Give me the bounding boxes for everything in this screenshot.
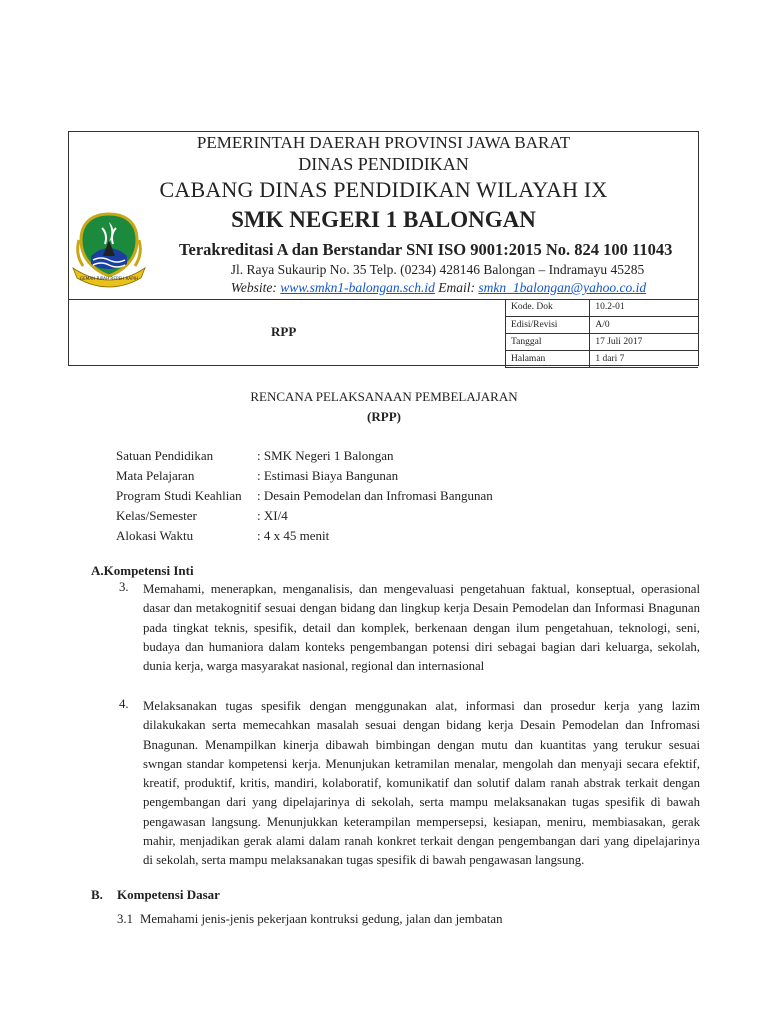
doc-info-value: 1 dari 7: [590, 350, 698, 367]
email-label: Email:: [438, 280, 476, 295]
table-row: [506, 333, 699, 350]
identity-value: : Estimasi Biaya Bangunan: [257, 468, 399, 483]
school-name: SMK NEGERI 1 BALONGAN: [231, 207, 536, 232]
doc-info-value: 17 Juli 2017: [590, 333, 698, 350]
document-title: RENCANA PELAKSANAAN PEMBELAJARAN: [250, 389, 518, 404]
doc-info-value: A/0: [590, 316, 698, 333]
section-heading: A.Kompetensi Inti: [91, 563, 194, 578]
identity-value: : Desain Pemodelan dan Infromasi Bangunan: [257, 488, 493, 503]
identity-label: Alokasi Waktu: [116, 528, 194, 543]
contact-line: [69, 280, 698, 296]
table-row: [506, 299, 699, 316]
list-item: Melaksanakan tugas spesifik dengan menggunakan alat, informasi dan prosedur kerja yang lazim dilakukakan serta memecahkan masalah sesuai dengan bidang kerja Desain Pemodelan dan Infromasi Bnagunan. Menampilkan kinerja dibawah bimbingan dengan mutu dan kuantitas yang terukur sesuai swngan standar kompetensi kerja. Menunjukan ketramilan menalar, mengolah dan menyaji secara efektif, kreatif, produktif, kritis, mandiri, kolaboratif, komunikatif dan solutif dalam ranah abstrak terkait dengan pengembangan dari yang dipelajarinya di sekolah, serta mampu melaksanakan tugas spesifik di bawah pengawasan langsung. Menunjukkan keterampilan mempersepsi, kesiapan, meniru, membiasakan, gerak mahir, menjadikan gerak alami dalam ranah konkret terkait dengan pengembangan dari yang dipelajarinya di sekolah, serta mampu melaksanakan tugas spesifik di bawah pengawasan langsung.: [143, 699, 700, 868]
doc-info-key: Kode. Dok: [506, 299, 590, 316]
section-heading: Kompetensi Dasar: [117, 887, 220, 902]
doc-info-key: Edisi/Revisi: [506, 316, 590, 333]
identity-value: : 4 x 45 menit: [257, 528, 330, 543]
address-line: Jl. Raya Sukaurip No. 35 Telp. (0234) 428146 Balongan – Indramayu 45285: [230, 262, 645, 277]
list-item: Memahami, menerapkan, menganalisis, dan mengevaluasi pengetahuan faktual, konseptual, operasional dasar dan metakognitif sesuai dengan bidang dan lingkup kerja Desain Pemodelan dan Informasi Bnagunan pada tingkat teknis, spesifik, detail dan komplek, berkenaan dengan ilum pengetahuan, teknologi, seni, budaya dan humaniora dalam konteks pengembangan potensi diri sebagai bagian dari keluarga, sekolah, dunia kerja, warga masyarakat nasional, regional dan internasional: [143, 582, 700, 674]
doc-info-key: Tanggal: [506, 333, 590, 350]
identity-label: Kelas/Semester: [116, 508, 197, 523]
document-type: RPP: [271, 324, 297, 339]
list-number: 3.: [119, 580, 129, 594]
list-number: 3.1: [117, 912, 133, 926]
branch-line: CABANG DINAS PENDIDIKAN WILAYAH IX: [159, 177, 608, 202]
doc-info-value: 10.2-01: [590, 299, 698, 316]
list-item: Memahami jenis-jenis pekerjaan kontruksi gedung, jalan dan jembatan: [140, 912, 503, 926]
website-link[interactable]: www.smkn1-balongan.sch.id: [280, 280, 435, 295]
doc-info-key: Halaman: [506, 350, 590, 367]
list-number: 4.: [119, 697, 129, 711]
identity-label: Program Studi Keahlian: [116, 488, 242, 503]
svg-text:GEMAH RIPAH REPEH RAPIH: GEMAH RIPAH REPEH RAPIH: [79, 276, 139, 281]
identity-value: : XI/4: [257, 508, 288, 523]
table-row: [506, 350, 699, 367]
department-line: DINAS PENDIDIKAN: [298, 154, 469, 174]
identity-label: Mata Pelajaran: [116, 468, 195, 483]
government-line: PEMERINTAH DAERAH PROVINSI JAWA BARAT: [196, 133, 571, 152]
letterhead: [68, 131, 699, 366]
document-subtitle: (RPP): [367, 409, 401, 424]
identity-value: : SMK Negeri 1 Balongan: [257, 448, 394, 463]
identity-label: Satuan Pendidikan: [116, 448, 214, 463]
email-link[interactable]: smkn_1balongan@yahoo.co.id: [478, 280, 647, 295]
document-info-table: [505, 299, 698, 368]
accreditation-line: Terakreditasi A dan Berstandar SNI ISO 9001:2015 No. 824 100 11043: [179, 240, 673, 259]
table-row: [506, 316, 699, 333]
section-letter: B.: [91, 887, 103, 902]
website-label: Website:: [230, 280, 277, 295]
